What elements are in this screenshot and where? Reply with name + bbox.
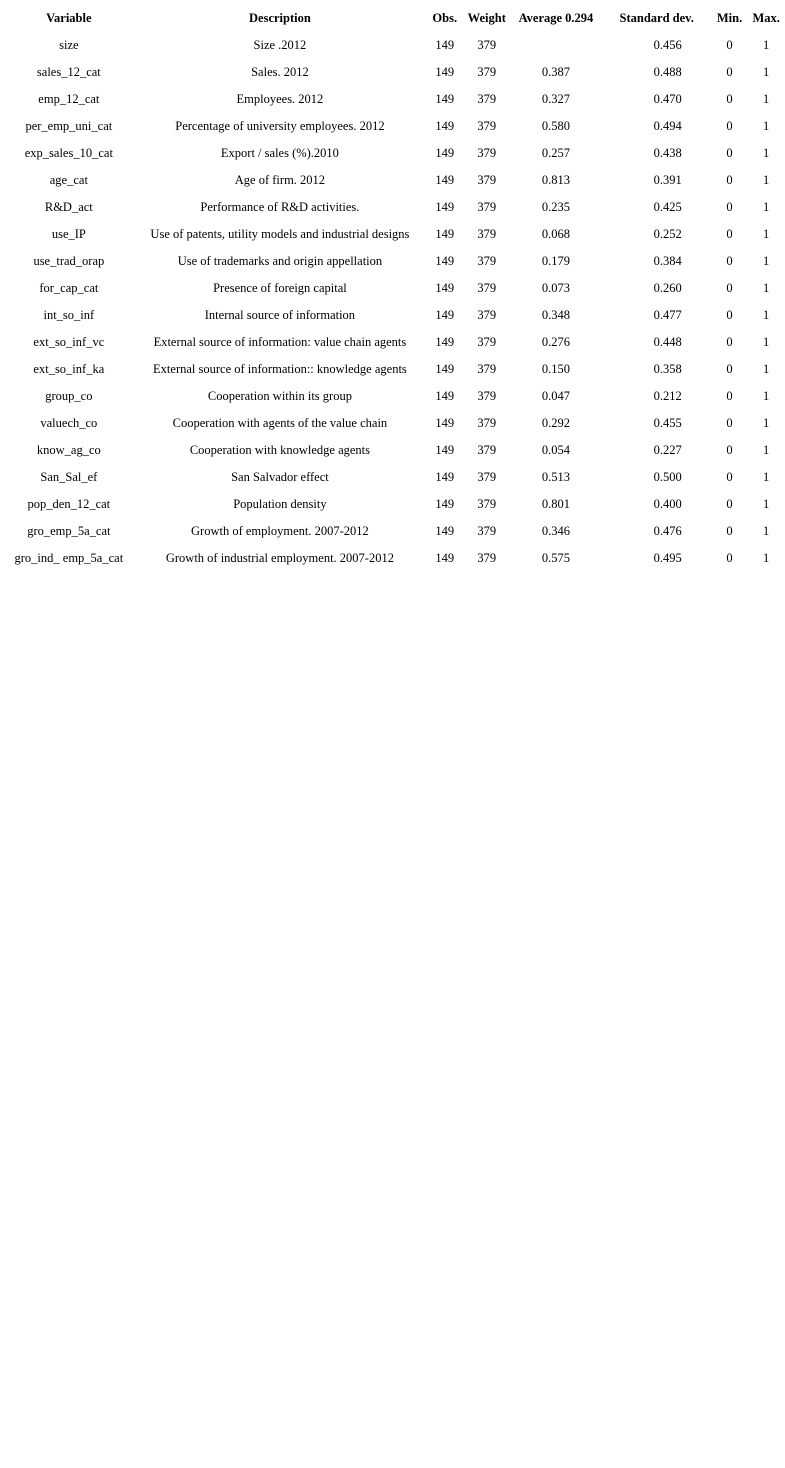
cell-min: 0	[726, 443, 733, 458]
cell-standard-dev: 0.400	[653, 497, 682, 512]
cell-variable: ext_so_inf_ka	[33, 362, 105, 377]
cell-standard-dev: 0.252	[653, 227, 682, 242]
cell-obs: 149	[435, 254, 455, 269]
cell-max: 1	[763, 416, 770, 431]
cell-obs: 149	[435, 389, 455, 404]
cell-max: 1	[763, 146, 770, 161]
cell-obs: 149	[435, 146, 455, 161]
cell-weight: 379	[477, 281, 497, 296]
cell-obs: 149	[435, 335, 455, 350]
table-row	[4, 194, 785, 221]
cell-standard-dev: 0.425	[653, 200, 682, 215]
statistics-table	[4, 5, 785, 572]
cell-min: 0	[726, 173, 733, 188]
header-average: Average 0.294	[518, 11, 594, 26]
cell-variable: age_cat	[49, 173, 88, 188]
cell-obs: 149	[435, 281, 455, 296]
cell-average: 0.047	[541, 389, 570, 404]
cell-obs: 149	[435, 227, 455, 242]
cell-average: 0.068	[541, 227, 570, 242]
cell-average: 0.348	[541, 308, 570, 323]
cell-average: 0.346	[541, 524, 570, 539]
table-row	[4, 410, 785, 437]
cell-average: 0.150	[541, 362, 570, 377]
cell-weight: 379	[477, 227, 497, 242]
cell-max: 1	[763, 119, 770, 134]
cell-max: 1	[763, 65, 770, 80]
table-row	[4, 356, 785, 383]
cell-standard-dev: 0.456	[653, 38, 682, 53]
cell-obs: 149	[435, 443, 455, 458]
cell-average: 0.813	[541, 173, 570, 188]
cell-description: Population density	[233, 497, 327, 512]
header-obs: Obs.	[432, 11, 458, 26]
cell-max: 1	[763, 281, 770, 296]
cell-variable: for_cap_cat	[39, 281, 99, 296]
cell-average: 0.179	[541, 254, 570, 269]
cell-average: 0.054	[541, 443, 570, 458]
cell-variable: emp_12_cat	[38, 92, 100, 107]
cell-description: External source of information: value chain agents	[153, 335, 407, 350]
table-body	[4, 32, 785, 572]
cell-obs: 149	[435, 119, 455, 134]
table-row	[4, 32, 785, 59]
cell-variable: sales_12_cat	[36, 65, 101, 80]
cell-obs: 149	[435, 416, 455, 431]
cell-average: 0.580	[541, 119, 570, 134]
cell-variable: use_trad_orap	[33, 254, 105, 269]
cell-max: 1	[763, 254, 770, 269]
cell-weight: 379	[477, 497, 497, 512]
table-row	[4, 113, 785, 140]
header-standard-dev: Standard dev.	[619, 11, 694, 26]
cell-weight: 379	[477, 65, 497, 80]
cell-weight: 379	[477, 443, 497, 458]
cell-description: Cooperation with agents of the value chain	[172, 416, 388, 431]
cell-standard-dev: 0.384	[653, 254, 682, 269]
cell-min: 0	[726, 146, 733, 161]
cell-variable: ext_so_inf_vc	[33, 335, 105, 350]
cell-weight: 379	[477, 416, 497, 431]
table-row	[4, 383, 785, 410]
cell-obs: 149	[435, 551, 455, 566]
cell-standard-dev: 0.260	[653, 281, 682, 296]
cell-average: 0.801	[541, 497, 570, 512]
cell-min: 0	[726, 551, 733, 566]
table-row	[4, 86, 785, 113]
cell-max: 1	[763, 335, 770, 350]
cell-description: Use of patents, utility models and industrial designs	[150, 227, 410, 242]
cell-description: San Salvador effect	[231, 470, 329, 485]
cell-obs: 149	[435, 92, 455, 107]
cell-min: 0	[726, 389, 733, 404]
cell-max: 1	[763, 443, 770, 458]
cell-average	[510, 32, 601, 59]
cell-average: 0.327	[541, 92, 570, 107]
cell-min: 0	[726, 524, 733, 539]
cell-max: 1	[763, 38, 770, 53]
table-row	[4, 545, 785, 572]
cell-min: 0	[726, 200, 733, 215]
cell-variable: San_Sal_ef	[40, 470, 98, 485]
cell-min: 0	[726, 362, 733, 377]
cell-obs: 149	[435, 497, 455, 512]
cell-variable: exp_sales_10_cat	[24, 146, 113, 161]
table-row	[4, 329, 785, 356]
cell-min: 0	[726, 119, 733, 134]
cell-obs: 149	[435, 524, 455, 539]
table-row	[4, 491, 785, 518]
cell-min: 0	[726, 227, 733, 242]
cell-standard-dev: 0.212	[653, 389, 682, 404]
cell-weight: 379	[477, 362, 497, 377]
cell-description: Age of firm. 2012	[234, 173, 326, 188]
cell-weight: 379	[477, 254, 497, 269]
cell-standard-dev: 0.448	[653, 335, 682, 350]
cell-average: 0.073	[541, 281, 570, 296]
cell-variable: per_emp_uni_cat	[25, 119, 113, 134]
table-row	[4, 59, 785, 86]
cell-description: Cooperation with knowledge agents	[189, 443, 370, 458]
cell-obs: 149	[435, 200, 455, 215]
cell-description: Percentage of university employees. 2012	[175, 119, 385, 134]
cell-weight: 379	[477, 146, 497, 161]
cell-max: 1	[763, 524, 770, 539]
cell-description: External source of information:: knowledge agents	[153, 362, 407, 377]
cell-standard-dev: 0.495	[653, 551, 682, 566]
table-row	[4, 167, 785, 194]
cell-description: Growth of employment. 2007-2012	[191, 524, 369, 539]
cell-variable: pop_den_12_cat	[27, 497, 111, 512]
cell-weight: 379	[477, 92, 497, 107]
cell-description: Growth of industrial employment. 2007-2012	[165, 551, 394, 566]
cell-variable: use_IP	[51, 227, 86, 242]
cell-standard-dev: 0.438	[653, 146, 682, 161]
cell-max: 1	[763, 227, 770, 242]
cell-standard-dev: 0.494	[653, 119, 682, 134]
cell-max: 1	[763, 497, 770, 512]
cell-average: 0.575	[541, 551, 570, 566]
cell-description: Sales. 2012	[251, 65, 309, 80]
cell-standard-dev: 0.476	[653, 524, 682, 539]
cell-variable: gro_emp_5a_cat	[27, 524, 111, 539]
cell-max: 1	[763, 308, 770, 323]
header-variable: Variable	[46, 11, 92, 26]
header-row	[4, 5, 785, 32]
cell-weight: 379	[477, 200, 497, 215]
header-max: Max.	[752, 11, 780, 26]
cell-standard-dev: 0.488	[653, 65, 682, 80]
cell-average: 0.513	[541, 470, 570, 485]
cell-min: 0	[726, 92, 733, 107]
table-row	[4, 302, 785, 329]
cell-average: 0.235	[541, 200, 570, 215]
cell-description: Employees. 2012	[236, 92, 324, 107]
cell-average: 0.387	[541, 65, 570, 80]
cell-variable: know_ag_co	[36, 443, 101, 458]
header-weight: Weight	[467, 11, 506, 26]
cell-standard-dev: 0.358	[653, 362, 682, 377]
cell-min: 0	[726, 281, 733, 296]
cell-obs: 149	[435, 470, 455, 485]
cell-variable: size	[59, 38, 79, 53]
cell-standard-dev: 0.477	[653, 308, 682, 323]
table-row	[4, 248, 785, 275]
cell-average: 0.292	[541, 416, 570, 431]
cell-description: Performance of R&D activities.	[200, 200, 360, 215]
table-row	[4, 140, 785, 167]
cell-average: 0.257	[541, 146, 570, 161]
cell-obs: 149	[435, 173, 455, 188]
cell-weight: 379	[477, 119, 497, 134]
cell-variable: gro_ind_ emp_5a_cat	[14, 551, 124, 566]
cell-weight: 379	[477, 470, 497, 485]
cell-description: Size .2012	[253, 38, 307, 53]
cell-max: 1	[763, 551, 770, 566]
table-row	[4, 518, 785, 545]
cell-min: 0	[726, 308, 733, 323]
cell-max: 1	[763, 389, 770, 404]
cell-obs: 149	[435, 362, 455, 377]
cell-min: 0	[726, 416, 733, 431]
cell-weight: 379	[477, 524, 497, 539]
cell-weight: 379	[477, 308, 497, 323]
cell-min: 0	[726, 38, 733, 53]
cell-max: 1	[763, 200, 770, 215]
cell-max: 1	[763, 362, 770, 377]
cell-weight: 379	[477, 335, 497, 350]
table-row	[4, 275, 785, 302]
header-min: Min.	[716, 11, 743, 26]
cell-description: Presence of foreign capital	[213, 281, 347, 296]
cell-weight: 379	[477, 38, 497, 53]
cell-obs: 149	[435, 308, 455, 323]
cell-variable: valuech_co	[40, 416, 98, 431]
cell-standard-dev: 0.470	[653, 92, 682, 107]
cell-variable: group_co	[45, 389, 93, 404]
cell-min: 0	[726, 254, 733, 269]
cell-min: 0	[726, 497, 733, 512]
cell-standard-dev: 0.391	[653, 173, 682, 188]
cell-min: 0	[726, 470, 733, 485]
table-row	[4, 464, 785, 491]
cell-standard-dev: 0.455	[653, 416, 682, 431]
cell-max: 1	[763, 173, 770, 188]
cell-variable: R&D_act	[44, 200, 93, 215]
cell-max: 1	[763, 470, 770, 485]
cell-min: 0	[726, 335, 733, 350]
cell-description: Use of trademarks and origin appellation	[177, 254, 383, 269]
cell-average: 0.276	[541, 335, 570, 350]
cell-obs: 149	[435, 38, 455, 53]
cell-standard-dev: 0.500	[653, 470, 682, 485]
cell-standard-dev: 0.227	[653, 443, 682, 458]
cell-max: 1	[763, 92, 770, 107]
cell-weight: 379	[477, 173, 497, 188]
cell-description: Internal source of information	[204, 308, 356, 323]
cell-min: 0	[726, 65, 733, 80]
cell-weight: 379	[477, 389, 497, 404]
cell-weight: 379	[477, 551, 497, 566]
cell-description: Export / sales (%).2010	[220, 146, 339, 161]
header-description: Description	[249, 11, 311, 26]
cell-variable: int_so_inf	[43, 308, 95, 323]
table-row	[4, 437, 785, 464]
cell-description: Cooperation within its group	[207, 389, 352, 404]
cell-obs: 149	[435, 65, 455, 80]
table-row	[4, 221, 785, 248]
